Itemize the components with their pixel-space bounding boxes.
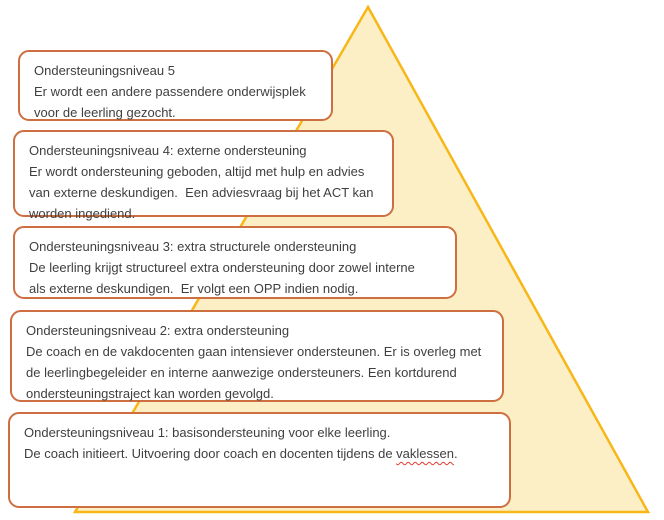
box-title: Ondersteuningsniveau 3: extra structurele ondersteuning — [29, 239, 357, 254]
box-title: Ondersteuningsniveau 4: externe ondersteuning — [29, 143, 307, 158]
box-text-line: van externe deskundigen. Een adviesvraag bij het ACT kan — [29, 185, 374, 200]
support-level-box-3 — [13, 226, 457, 299]
box-title: Ondersteuningsniveau 2: extra ondersteuning — [26, 323, 290, 338]
box-text-line: De leerling krijgt structureel extra ondersteuning door zowel interne — [29, 260, 415, 275]
box-text-line: worden ingediend. — [29, 206, 136, 221]
box-text-line: ondersteuningstraject kan worden gevolgd. — [26, 386, 274, 401]
support-level-box-2 — [10, 310, 504, 402]
box-text-line: de leerlingbegeleider en interne aanwezige ondersteuners. Een kortdurend — [26, 365, 457, 380]
box-title: Ondersteuningsniveau 5 — [34, 63, 175, 78]
box-text-line: voor de leerling gezocht. — [34, 105, 176, 120]
spellcheck-word: vaklessen — [396, 446, 454, 461]
support-level-box-4 — [13, 130, 394, 221]
box-title: Ondersteuningsniveau 1: basisondersteuning voor elke leerling. — [24, 425, 391, 440]
box-text-line: als externe deskundigen. Er volgt een OPP indien nodig. — [29, 281, 359, 296]
box-text-segment: . — [453, 446, 458, 461]
box-text-line — [24, 443, 495, 464]
support-level-box-1 — [8, 412, 511, 508]
box-text-line: De coach en de vakdocenten gaan intensiever ondersteunen. Er is overleg met — [26, 344, 482, 359]
box-text-segment: De coach initieert. Uitvoering door coach en docenten tijdens de — [24, 446, 397, 461]
box-text-line: Er wordt een andere passendere onderwijsplek — [34, 84, 306, 99]
support-level-box-5 — [18, 50, 333, 121]
box-text-line: Er wordt ondersteuning geboden, altijd met hulp en advies — [29, 164, 365, 179]
